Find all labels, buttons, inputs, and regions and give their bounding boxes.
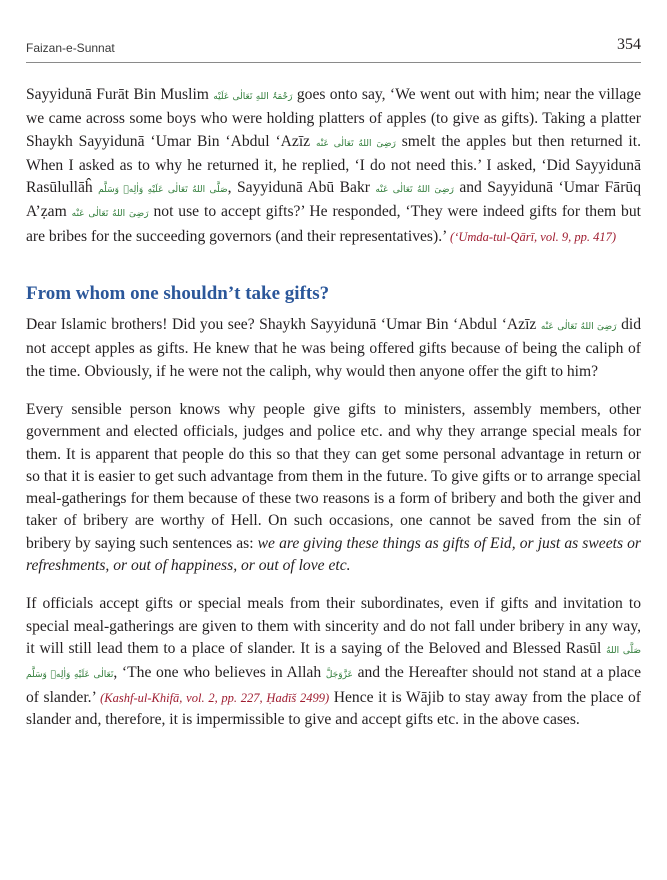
- honorific-calligraphy: صَلَّی اللهُ تَعَالٰی عَلَیْهِ وَاٰلِهٖ وَسَلَّم: [26, 645, 641, 681]
- honorific-calligraphy: عَزَّوَجَلَّ: [325, 670, 353, 681]
- page-number: 354: [617, 36, 641, 53]
- text: , Sayyidunā Abū Bakr: [227, 179, 370, 197]
- text: smelt the apples but then returned it. When I asked as to why he returned it, he replied, ‘I do not need this.’ I asked, ‘Did Sayyidunā Rasūlullāĥ: [26, 132, 641, 197]
- text: Every sensible person knows why people give gifts to ministers, assembly members, other government and elected officials, judges and police etc. and why they arrange special meals for them. It is apparent that people do this so that they can get some personal advantage in return or so that it is easier to get such advantage from them in the future. To give gifts or to arrange special meal-gatherings for them because of these two reasons is a form of bribery and both the giver and taker of bribery are worthy of Hell. On such occasions, one cannot be saved from the sin of bribery by saying such sentences as:: [26, 400, 641, 552]
- page-body: [26, 84, 641, 731]
- paragraph-2: [26, 314, 641, 383]
- text: and Sayyidunā ‘Umar Fārūq A’ẓam: [26, 179, 642, 221]
- honorific-calligraphy: رَضِیَ اللهُ تَعَالٰی عَنْه: [375, 185, 454, 196]
- section-heading: From whom one shouldn’t take gifts?: [26, 283, 330, 305]
- paragraph-3: [26, 399, 641, 577]
- paragraph-1: [26, 84, 641, 248]
- page-header: [26, 36, 641, 63]
- citation: (‘Umda-tul-Qārī, vol. 9, pp. 417): [450, 229, 616, 244]
- honorific-calligraphy: رَضِیَ اللهُ تَعَالٰی عَنْه: [315, 138, 396, 149]
- text: goes onto say, ‘We went out with him; near the village we came across some boys who were holding platters of apples (to give as gifts). Taking a platter Shaykh Sayyidunā ‘Umar Bin ‘Abdul ‘Azīz: [26, 86, 641, 150]
- text: Hence it is Wājib to stay away from the place of slander and, therefore, it is impermissible to give and accept gifts etc. in the above cases.: [26, 688, 642, 728]
- emphasis-text: we are giving these things as gifts of Eid, or just as sweets or refreshments, or out of happiness, or out of love etc.: [26, 534, 641, 575]
- honorific-calligraphy: صَلَّی اللهُ تَعَالٰی عَلَیْهِ وَاٰلِهٖ وَسَلَّم: [98, 185, 228, 196]
- text: Dear Islamic brothers! Did you see? Shaykh Sayyidunā ‘Umar Bin ‘Abdul ‘Azīz: [26, 316, 537, 334]
- honorific-calligraphy: رَحْمَۃُ اللهِ تَعَالٰی عَلَیْه: [213, 92, 293, 102]
- text: and the Hereafter should not stand at a place of slander.’: [26, 664, 641, 706]
- text: , ‘The one who believes in Allah: [113, 664, 322, 682]
- text: not use to accept gifts?’ He responded, ‘They were indeed gifts for them but are bribes for the succeeding governors (and their representatives).’: [26, 203, 641, 245]
- honorific-calligraphy: رَضِیَ اللهُ تَعَالٰی عَنْه: [71, 209, 149, 220]
- paragraph-4: [26, 593, 641, 731]
- honorific-calligraphy: رَضِیَ اللهُ تَعَالٰی عَنْه: [540, 322, 617, 333]
- text: did not accept apples as gifts. He knew that he was being offered gifts because of being the caliph of the time. Obviously, if he were not the caliph, why would then anyone offer the gift to him?: [26, 316, 641, 380]
- citation: (Kashf-ul-Khifā, vol. 2, pp. 227, Ḥadīš 2499): [100, 690, 330, 705]
- text: Sayyidunā Furāt Bin Muslim: [26, 86, 209, 103]
- text: If officials accept gifts or special meals from their subordinates, even if gifts and invitation to special meal-gatherings are given to them with sincerity and do not fall under bribery in any way, it will still lead them to a place of slander. It is a saying of the Beloved and Blessed Rasūl: [26, 595, 641, 657]
- running-title: Faizan-e-Sunnat: [26, 41, 115, 55]
